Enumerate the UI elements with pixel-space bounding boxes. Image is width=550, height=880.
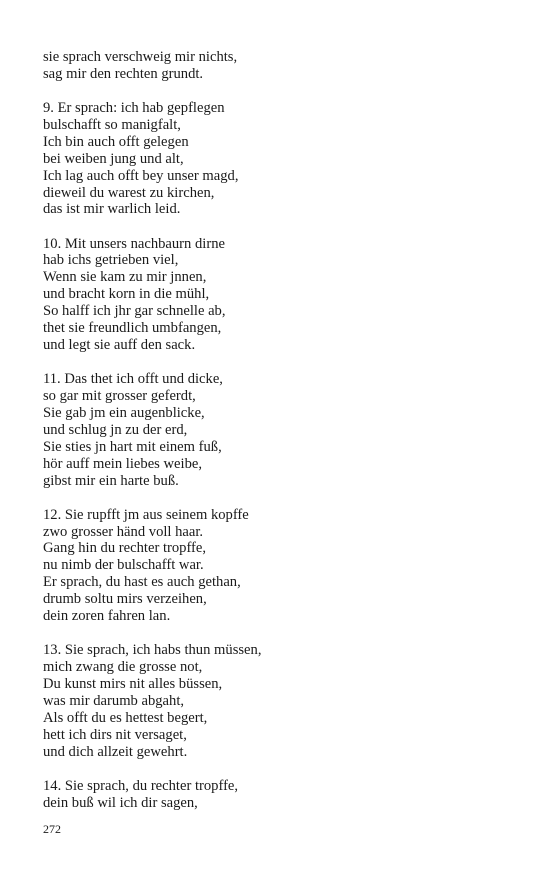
verse-line: 14. Sie sprach, du rechter tropffe, bbox=[43, 777, 239, 794]
verse-line: Sie sties jn hart mit einem fuß, bbox=[43, 438, 222, 455]
verse-line: Ich bin auch offt gelegen bbox=[43, 133, 189, 150]
verse-line: und schlug jn zu der erd, bbox=[43, 421, 188, 438]
verse-line: Sie gab jm ein augenblicke, bbox=[43, 404, 205, 421]
poem-text bbox=[43, 49, 523, 829]
verse-line: zwo grosser händ voll haar. bbox=[43, 523, 204, 540]
verse-line: und bracht korn in die mühl, bbox=[43, 286, 210, 303]
verse-line: sag mir den rechten grundt. bbox=[43, 65, 204, 82]
verse-line: was mir darumb abgaht, bbox=[43, 692, 185, 709]
verse-line: 13. Sie sprach, ich habs thun müssen, bbox=[43, 642, 262, 659]
verse-line: 12. Sie rupfft jm aus seinem kopffe bbox=[43, 506, 249, 523]
verse-line: Er sprach, du hast es auch gethan, bbox=[43, 574, 241, 591]
verse-line: hab ichs getrieben viel, bbox=[43, 252, 179, 269]
verse-line: Wenn sie kam zu mir jnnen, bbox=[43, 269, 207, 286]
verse-line: hör auff mein liebes weibe, bbox=[43, 455, 202, 472]
verse-line: bulschafft so manigfalt, bbox=[43, 116, 181, 133]
verse-line: 10. Mit unsers nachbaurn dirne bbox=[43, 235, 225, 252]
verse-line: mich zwang die grosse not, bbox=[43, 659, 203, 676]
verse-line: dieweil du warest zu kirchen, bbox=[43, 184, 215, 201]
verse-line: hett ich dirs nit versaget, bbox=[43, 726, 187, 743]
stanza-10 bbox=[43, 236, 523, 354]
verse-line: so gar mit grosser geferdt, bbox=[43, 387, 196, 404]
verse-line: Als offt du es hettest begert, bbox=[43, 709, 208, 726]
page-number: 272 bbox=[43, 822, 61, 836]
stanza-14 bbox=[43, 778, 523, 812]
verse-line: thet sie freundlich umbfangen, bbox=[43, 320, 222, 337]
verse-line: nu nimb der bulschafft war. bbox=[43, 557, 204, 574]
verse-line: bei weiben jung und alt, bbox=[43, 150, 184, 167]
verse-line: und dich allzeit gewehrt. bbox=[43, 743, 188, 760]
stanza-13 bbox=[43, 642, 523, 760]
verse-line: dein zoren fahren lan. bbox=[43, 608, 171, 625]
verse-line: drumb soltu mirs verzeihen, bbox=[43, 591, 207, 608]
verse-line: das ist mir warlich leid. bbox=[43, 201, 181, 218]
stanza-11 bbox=[43, 371, 523, 489]
verse-line: und legt sie auff den sack. bbox=[43, 336, 196, 353]
verse-line: 9. Er sprach: ich hab gepflegen bbox=[43, 100, 225, 116]
verse-line: sie sprach verschweig mir nichts, bbox=[43, 49, 238, 65]
verse-line: Gang hin du rechter tropffe, bbox=[43, 540, 207, 557]
stanza bbox=[43, 49, 523, 83]
verse-line: gibst mir ein harte buß. bbox=[43, 472, 179, 489]
stanza-9 bbox=[43, 100, 523, 218]
verse-line: Du kunst mirs nit alles büssen, bbox=[43, 675, 223, 692]
verse-line: So halff ich jhr gar schnelle ab, bbox=[43, 303, 226, 320]
verse-line: dein buß wil ich dir sagen, bbox=[43, 794, 198, 811]
verse-line: Ich lag auch offt bey unser magd, bbox=[43, 167, 239, 184]
stanza-12 bbox=[43, 507, 523, 625]
verse-line: 11. Das thet ich offt und dicke, bbox=[43, 371, 223, 388]
